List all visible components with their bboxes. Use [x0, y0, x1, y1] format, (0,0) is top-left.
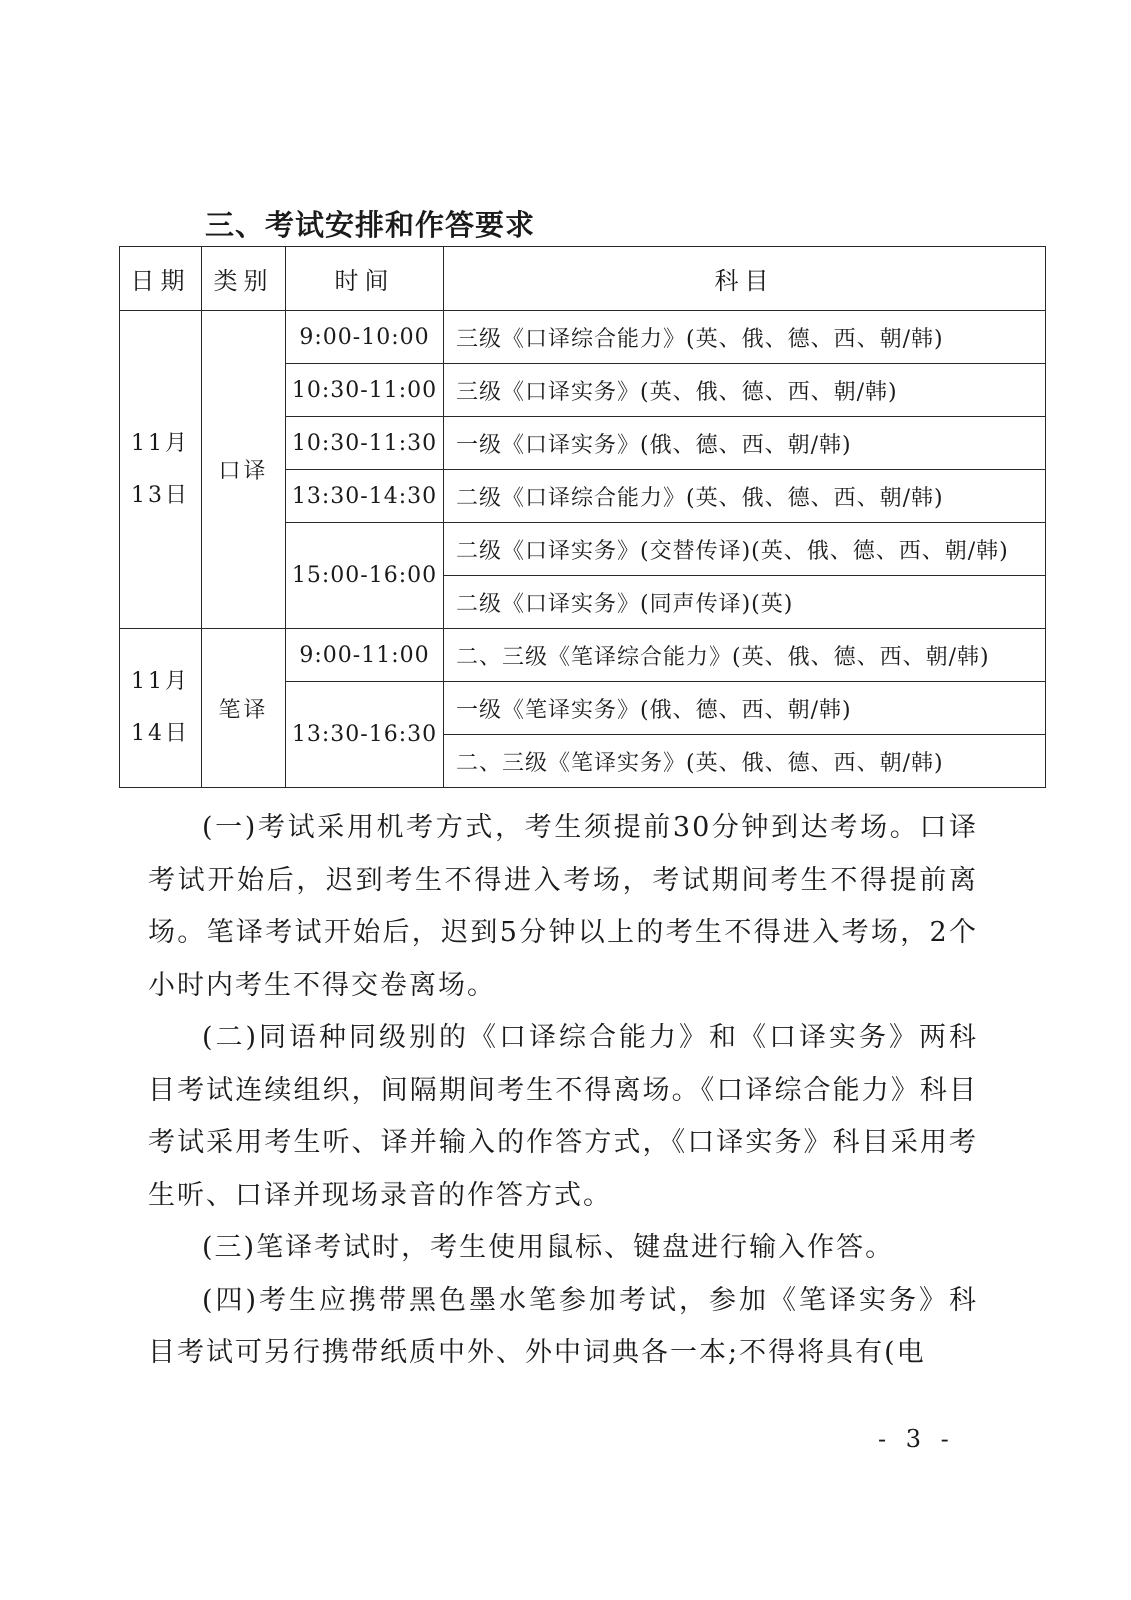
paragraph: (二)同语种同级别的《口译综合能力》和《口译实务》两科目考试连续组织，间隔期间考生不得离场。《口译综合能力》科目考试采用考生听、译并输入的作答方式，《口译实务》科目采用考生听、口译并现场录音的作答方式。: [148, 1022, 978, 1211]
subject-cell: 二级《口译综合能力》(英、俄、德、西、朝/韩): [444, 470, 1046, 523]
time-cell: 13:30-16:30: [286, 682, 444, 788]
subject-cell: 二、三级《笔译实务》(英、俄、德、西、朝/韩): [444, 735, 1046, 788]
time-cell: 13:30-14:30: [286, 470, 444, 523]
exam-schedule-table: [119, 246, 1046, 788]
time-cell: 9:00-10:00: [286, 311, 444, 364]
subject-cell: 二、三级《笔译综合能力》(英、俄、德、西、朝/韩): [444, 629, 1046, 682]
table-row: [120, 629, 1046, 682]
section-heading: 三、考试安排和作答要求: [205, 208, 536, 242]
time-cell: 10:30-11:30: [286, 417, 444, 470]
date-cell: [120, 629, 202, 788]
header-category: 类别: [202, 247, 286, 311]
time-cell: 10:30-11:00: [286, 364, 444, 417]
date-month: 11月: [131, 669, 190, 694]
paragraph: (四)考生应携带黑色墨水笔参加考试，参加《笔译实务》科目考试可另行携带纸质中外、外中词典各一本;不得将具有(电: [148, 1284, 978, 1368]
date-cell: [120, 311, 202, 629]
subject-cell: 一级《口译实务》(俄、德、西、朝/韩): [444, 417, 1046, 470]
subject-cell: 三级《口译实务》(英、俄、德、西、朝/韩): [444, 364, 1046, 417]
header-subject: 科目: [444, 247, 1046, 311]
time-cell: 9:00-11:00: [286, 629, 444, 682]
paragraph: (三)笔译考试时，考生使用鼠标、键盘进行输入作答。: [202, 1232, 895, 1263]
date-day: 14日: [131, 721, 190, 746]
date-day: 13日: [131, 482, 190, 508]
date-month: 11月: [131, 430, 190, 456]
time-cell: 15:00-16:00: [286, 523, 444, 629]
paragraph: (一)考试采用机考方式，考生须提前30分钟到达考场。口译考试开始后，迟到考生不得进入考场，考试期间考生不得提前离场。笔译考试开始后，迟到5分钟以上的考生不得进入考场，2个小时内考生不得交卷离场。: [148, 812, 978, 1001]
category-cell: 口译: [202, 311, 286, 629]
table-row: [120, 311, 1046, 364]
header-time: 时间: [286, 247, 444, 311]
subject-cell: 二级《口译实务》(交替传译)(英、俄、德、西、朝/韩): [444, 523, 1046, 576]
table-header-row: [120, 247, 1046, 311]
header-date: 日期: [120, 247, 202, 311]
page-number: - 3 -: [878, 1425, 955, 1453]
subject-cell: 一级《笔译实务》(俄、德、西、朝/韩): [444, 682, 1046, 735]
body-text: [148, 802, 978, 1380]
subject-cell: 三级《口译综合能力》(英、俄、德、西、朝/韩): [444, 311, 1046, 364]
category-cell: 笔译: [202, 629, 286, 788]
subject-cell: 二级《口译实务》(同声传译)(英): [444, 576, 1046, 629]
